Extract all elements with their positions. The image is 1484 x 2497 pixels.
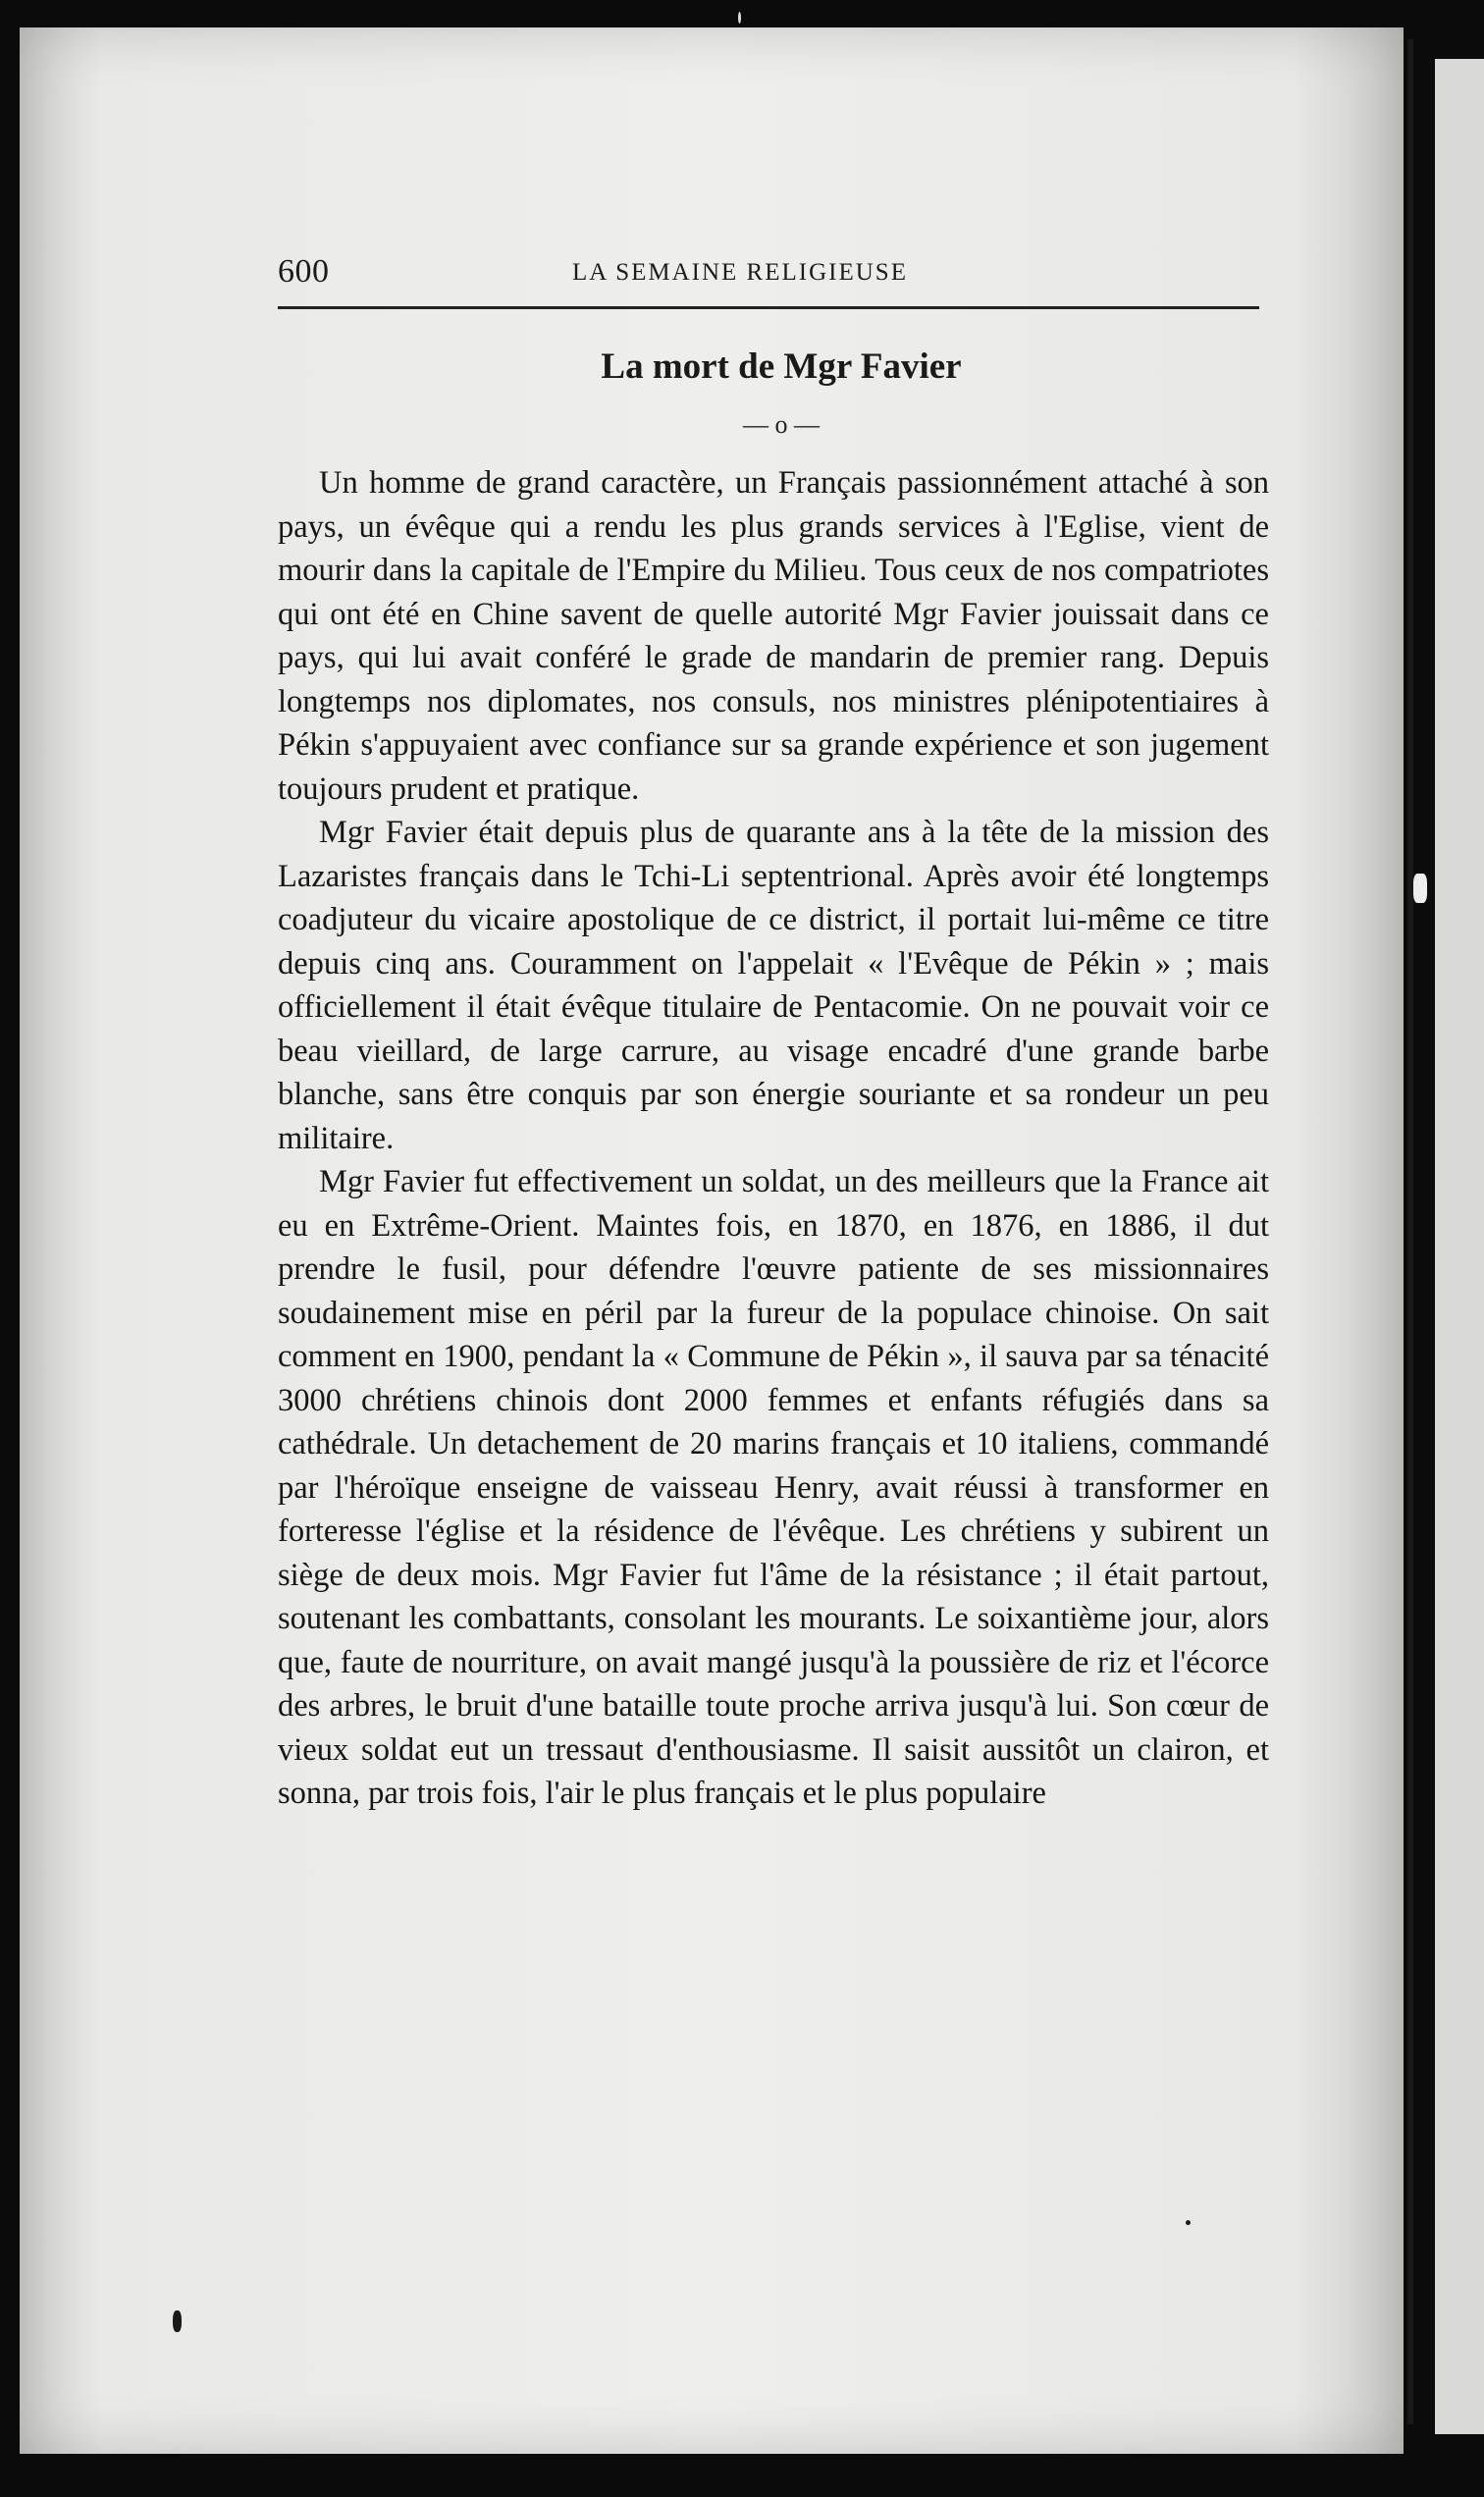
article-body	[278, 461, 1269, 1816]
paragraph: Un homme de grand caractère, un Français passionnément attaché à son pays, un évêque qui a rendu les plus grands services à l'Eglise, vient de mourir dans la capitale de l'Empire du Milieu. Tous ceux de nos compatriotes qui ont été en Chine savent de quelle autorité Mgr Favier jouissait dans ce pays, qui lui avait conféré le grade de mandarin de premier rang. Depuis longtemps nos diplomates, nos consuls, nos ministres plénipotentiaires à Pékin s'appuyaient avec confiance sur sa grande expérience et son jugement toujours prudent et pratique.	[278, 465, 1269, 807]
adjacent-page-edge	[1435, 59, 1484, 2434]
header-rule	[278, 306, 1259, 309]
page-number: 600	[278, 253, 330, 290]
paragraph: Mgr Favier était depuis plus de quarante ans à la tête de la mission des Lazaristes français dans le Tchi-Li septentrional. Après avoir été longtemps coadjuteur du vicaire apostolique de ce district, il portait lui-même ce titre depuis cinq ans. Couramment on l'appelait « l'Evêque de Pékin » ; mais officiellement il était évêque titulaire de Pentacomie. On ne pouvait voir ce beau vieillard, de large carrure, au visage encadré d'une grande barbe blanche, sans être conquis par son énergie souriante et sa rondeur un peu militaire.	[278, 815, 1269, 1156]
ink-speck	[173, 2311, 182, 2332]
page-gutter	[1407, 39, 1413, 2424]
ink-speck	[1413, 874, 1427, 903]
ink-speck	[1186, 2220, 1191, 2225]
article-title: La mort de Mgr Favier	[601, 346, 962, 387]
ink-speck	[738, 12, 741, 24]
paragraph: Mgr Favier fut effectivement un soldat, un des meilleurs que la France ait eu en Extrême-Orient. Maintes fois, en 1870, en 1876, en 1886, il dut prendre le fusil, pour défendre l'œuvre patiente de ses missionnaires soudainement mise en péril par la fureur de la populace chinoise. On sait comment en 1900, pendant la « Commune de Pékin », il sauva par sa ténacité 3000 chrétiens chinois dont 2000 femmes et enfants réfugiés dans sa cathédrale. Un detachement de 20 marins français et 10 italiens, commandé par l'héroïque enseigne de vaisseau Henry, avait réussi à transformer en forteresse l'église et la résidence de l'évêque. Les chrétiens y subirent un siège de deux mois. Mgr Favier fut l'âme de la résistance ; il était partout, soutenant les combattants, consolant les mourants. Le soixantième jour, alors que, faute de nourriture, on avait mangé jusqu'à la poussière de riz et l'écorce des arbres, le bruit d'une bataille toute proche arriva jusqu'à lui. Son cœur de vieux soldat eut un tressaut d'enthousiasme. Il saisit aussitôt un clairon, et sonna, par trois fois, l'air le plus français et le plus populaire	[278, 1164, 1269, 1811]
running-title: LA SEMAINE RELIGIEUSE	[572, 259, 908, 286]
title-ornament: — o —	[743, 410, 820, 439]
page-header	[278, 253, 1259, 292]
